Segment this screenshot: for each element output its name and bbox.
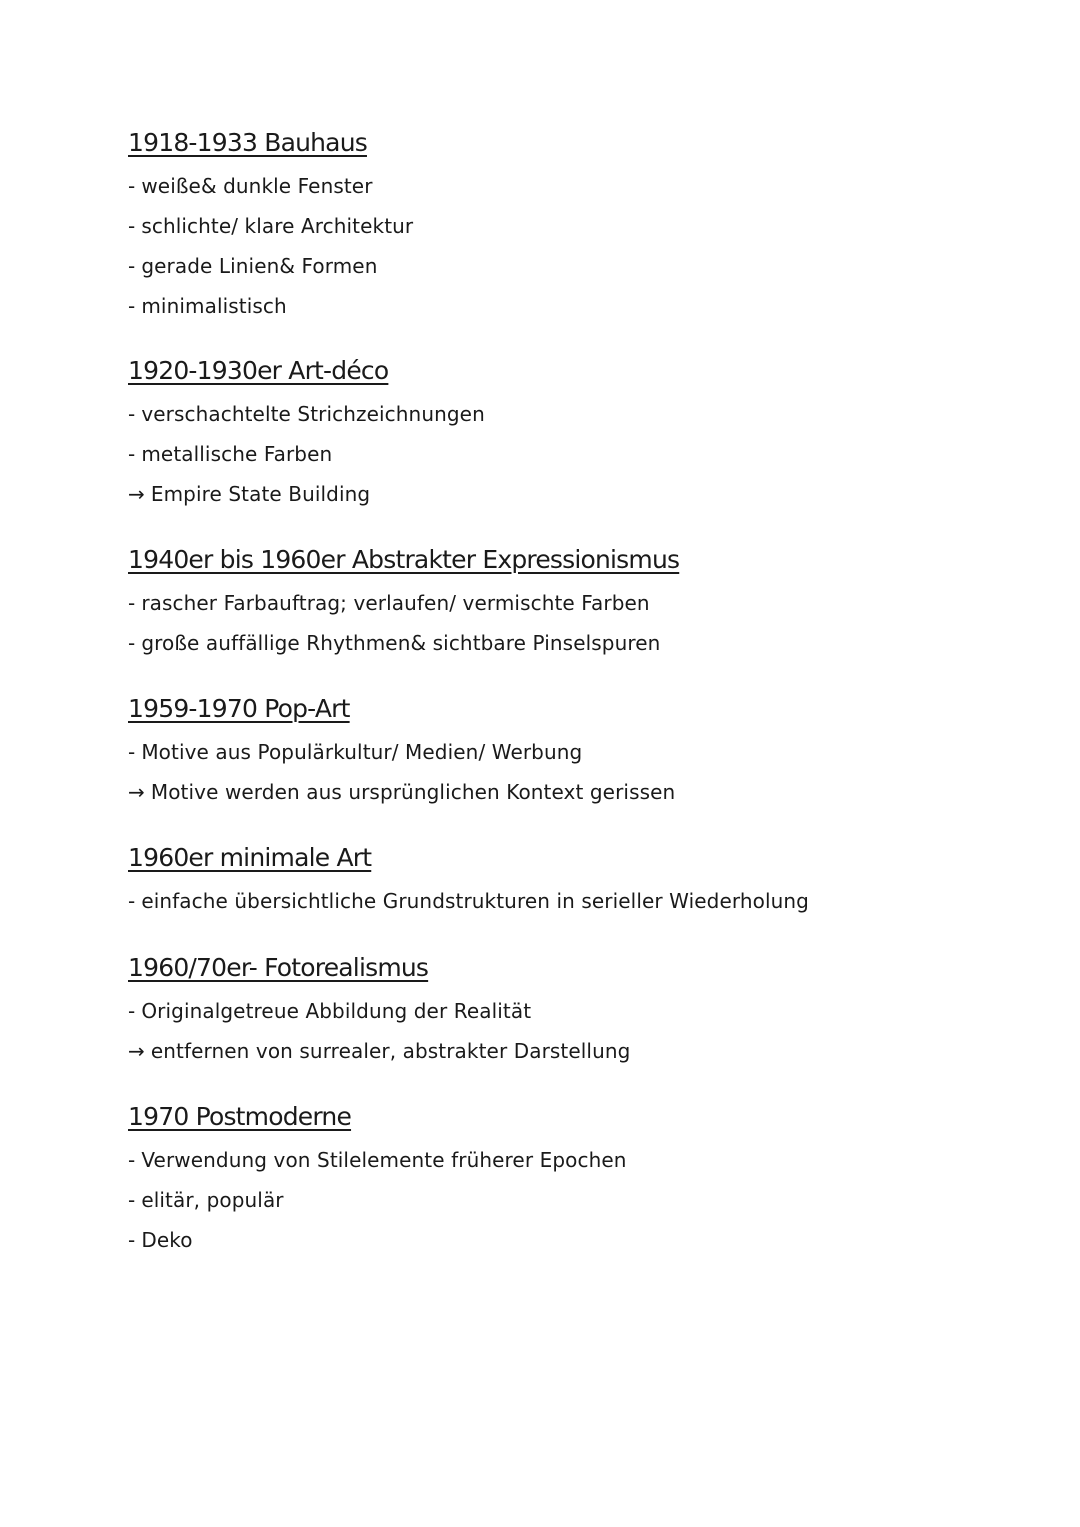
list-item bbox=[128, 772, 1028, 812]
list-item bbox=[128, 991, 1028, 1031]
list-item-text: große auffällige Rhythmen& sichtbare Pinselspuren bbox=[141, 631, 661, 655]
dash-bullet: - bbox=[128, 402, 136, 426]
list-item-text: entfernen von surrealer, abstrakter Darstellung bbox=[150, 1039, 631, 1063]
dash-bullet: - bbox=[128, 631, 136, 655]
section-art-deco bbox=[128, 356, 1028, 514]
dash-bullet: - bbox=[128, 740, 136, 764]
dash-bullet: - bbox=[128, 1188, 136, 1212]
section-heading: 1960/70er- Fotorealismus bbox=[128, 953, 429, 982]
list-item bbox=[128, 623, 1028, 663]
dash-bullet: - bbox=[128, 889, 136, 913]
dash-bullet: - bbox=[128, 1148, 136, 1172]
list-item bbox=[128, 583, 1028, 623]
list-item-text: Empire State Building bbox=[150, 482, 371, 506]
section-heading: 1918-1933 Bauhaus bbox=[128, 128, 367, 157]
list-item-text: schlichte/ klare Architektur bbox=[141, 214, 414, 238]
dash-bullet: - bbox=[128, 214, 136, 238]
list-item bbox=[128, 1220, 1028, 1260]
section-pop-art bbox=[128, 694, 1028, 812]
list-item-text: Motive werden aus ursprünglichen Kontext gerissen bbox=[150, 780, 676, 804]
list-item bbox=[128, 474, 1028, 514]
list-item bbox=[128, 166, 1028, 206]
list-item bbox=[128, 881, 1028, 921]
dash-bullet: - bbox=[128, 442, 136, 466]
section-abstract-expressionism bbox=[128, 545, 1028, 663]
list-item-text: Verwendung von Stilelemente früherer Epochen bbox=[141, 1148, 627, 1172]
dash-bullet: - bbox=[128, 591, 136, 615]
section-postmodernism bbox=[128, 1102, 1028, 1260]
list-item bbox=[128, 246, 1028, 286]
list-item-text: Originalgetreue Abbildung der Realität bbox=[141, 999, 532, 1023]
list-item-text: einfache übersichtliche Grundstrukturen in serieller Wiederholung bbox=[141, 889, 809, 913]
list-item bbox=[128, 206, 1028, 246]
section-heading: 1920-1930er Art-déco bbox=[128, 356, 389, 385]
list-item bbox=[128, 732, 1028, 772]
list-item-text: verschachtelte Strichzeichnungen bbox=[141, 402, 485, 426]
section-heading: 1959-1970 Pop-Art bbox=[128, 694, 350, 723]
list-item-text: minimalistisch bbox=[141, 294, 287, 318]
list-item bbox=[128, 394, 1028, 434]
dash-bullet: - bbox=[128, 254, 136, 278]
arrow-icon: → bbox=[128, 482, 145, 506]
list-item-text: rascher Farbauftrag; verlaufen/ vermischte Farben bbox=[141, 591, 650, 615]
section-heading: 1960er minimale Art bbox=[128, 843, 372, 872]
section-heading: 1940er bis 1960er Abstrakter Expressionismus bbox=[128, 545, 680, 574]
list-item-text: Motive aus Populärkultur/ Medien/ Werbung bbox=[141, 740, 583, 764]
section-heading: 1970 Postmoderne bbox=[128, 1102, 352, 1131]
list-item bbox=[128, 1140, 1028, 1180]
list-item-text: Deko bbox=[141, 1228, 193, 1252]
list-item bbox=[128, 286, 1028, 326]
arrow-icon: → bbox=[128, 1039, 145, 1063]
dash-bullet: - bbox=[128, 294, 136, 318]
arrow-icon: → bbox=[128, 780, 145, 804]
section-bauhaus bbox=[128, 128, 1028, 326]
section-photorealism bbox=[128, 953, 1028, 1071]
section-minimal-art bbox=[128, 843, 1028, 921]
dash-bullet: - bbox=[128, 999, 136, 1023]
list-item-text: weiße& dunkle Fenster bbox=[141, 174, 373, 198]
dash-bullet: - bbox=[128, 1228, 136, 1252]
list-item bbox=[128, 1031, 1028, 1071]
dash-bullet: - bbox=[128, 174, 136, 198]
list-item bbox=[128, 434, 1028, 474]
list-item-text: elitär, populär bbox=[141, 1188, 284, 1212]
list-item-text: gerade Linien& Formen bbox=[141, 254, 378, 278]
list-item-text: metallische Farben bbox=[141, 442, 333, 466]
list-item bbox=[128, 1180, 1028, 1220]
